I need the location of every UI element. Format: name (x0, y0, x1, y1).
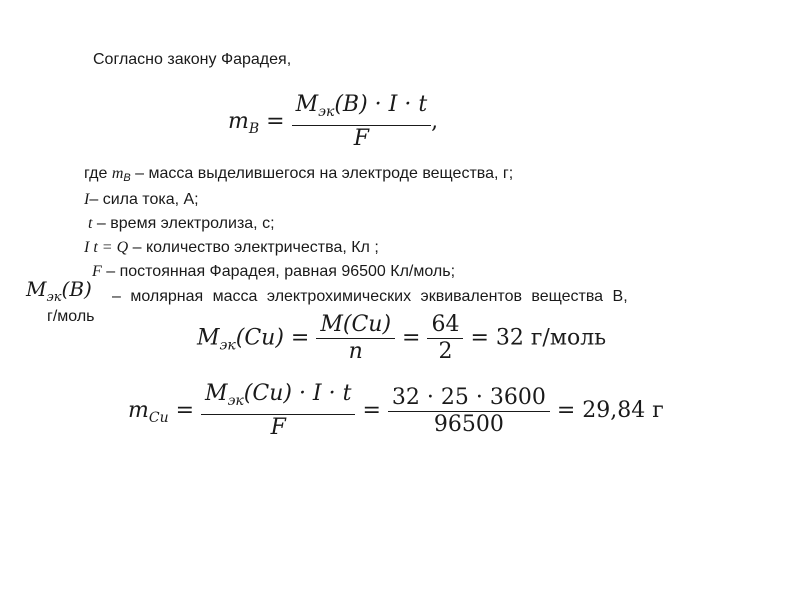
formula2-f1-den (316, 339, 395, 365)
def-faraday-text: постоянная Фарадея, равная 96500 Кл/моль; (119, 263, 456, 280)
formula2-f1-den-text: n (348, 339, 363, 364)
def-mass-symbol: m (111, 165, 124, 182)
def-mass-sub: B (123, 172, 131, 184)
def-molar-symbol (26, 276, 92, 311)
formula3-lhs-symbol: m (128, 398, 149, 423)
formula1-numerator (292, 92, 432, 126)
def-current-symbol: I (84, 191, 90, 208)
formula3-f1-num-rest: (Cu) · I · t (243, 381, 352, 406)
formula1-den-text: F (353, 126, 370, 151)
formula2-fraction-1 (316, 312, 395, 365)
def-current-dash: – (89, 191, 99, 208)
intro-text: Согласно закону Фарадея, (93, 51, 292, 68)
def-time-dash: – (96, 215, 106, 232)
formula2-f2-num: 64 (427, 312, 463, 339)
formula1-num-sub: эк (318, 104, 335, 120)
formula3-equals-2: = (362, 398, 381, 423)
def-molar-sym-m: M (26, 277, 47, 301)
def-time-symbol: t (88, 215, 93, 232)
faraday-formula (228, 92, 438, 152)
def-charge-dash: – (132, 239, 142, 256)
formula1-num-rest: (B) · I · t (334, 92, 428, 117)
def-time-text: время электролиза, с; (110, 215, 275, 232)
def-current-text: сила тока, А; (102, 191, 199, 208)
formula3-fraction-1 (201, 381, 355, 441)
mass-copper-formula (128, 381, 664, 441)
formula1-lhs-symbol: m (228, 109, 249, 134)
formula3-fraction-2 (388, 385, 550, 438)
formula2-lhs-rest: (Cu) (235, 325, 284, 351)
def-mass-text: масса выделившегося на электроде вещества, г; (148, 165, 514, 182)
definition-time (88, 214, 275, 234)
formula3-f2-num: 32 · 25 · 3600 (388, 385, 550, 412)
def-prefix: где (84, 165, 108, 182)
formula3-f1-num (201, 381, 355, 415)
formula3-f1-num-sub: эк (227, 393, 244, 409)
formula1-num-symbol: M (295, 92, 319, 117)
formula3-result: = 29,84 г (556, 398, 664, 423)
def-mass-dash: – (135, 165, 145, 182)
formula2-lhs-symbol: M (197, 325, 220, 351)
formula3-equals-1: = (175, 398, 195, 423)
formula1-equals: = (266, 109, 285, 134)
formula1-denominator (292, 126, 432, 152)
def-faraday-symbol: F (92, 263, 102, 280)
formula3-f2-den: 96500 (433, 411, 504, 437)
formula2-equals-1: = (290, 325, 310, 351)
def-molar-sym-rest: (B) (61, 277, 92, 301)
molar-equivalent-formula (197, 312, 606, 365)
formula2-result: = 32 г/моль (470, 325, 607, 351)
def-molar-text-cont: г/моль (47, 308, 95, 325)
formula2-f2-den: 2 (438, 339, 453, 364)
def-molar-sym-sub: эк (46, 290, 62, 305)
definition-mass (84, 164, 513, 188)
formula3-f1-den-text: F (270, 415, 286, 440)
formula3-f1-num-symbol: M (205, 381, 228, 406)
formula1-fraction (292, 92, 432, 152)
formula2-equals-2: = (402, 325, 421, 351)
def-faraday-dash: – (106, 263, 116, 280)
formula2-lhs-sub: эк (219, 337, 236, 354)
formula2-f1-num-text: M(Cu) (320, 312, 392, 337)
formula2-fraction-2 (427, 312, 463, 365)
def-charge-symbol: I t = Q (84, 239, 129, 256)
definition-current (84, 190, 199, 210)
formula1-lhs-sub: B (248, 121, 260, 137)
formula3-f1-den (201, 415, 355, 441)
formula3-lhs-sub: Cu (148, 410, 169, 426)
definition-faraday (92, 262, 455, 282)
formula2-f1-num (316, 312, 395, 339)
def-molar-text: – молярная масса электрохимических эквивалентов вещества B, (112, 288, 628, 305)
formula1-comma: , (431, 109, 439, 134)
definition-charge (84, 238, 379, 258)
def-charge-text: количество электричества, Кл ; (145, 239, 379, 256)
